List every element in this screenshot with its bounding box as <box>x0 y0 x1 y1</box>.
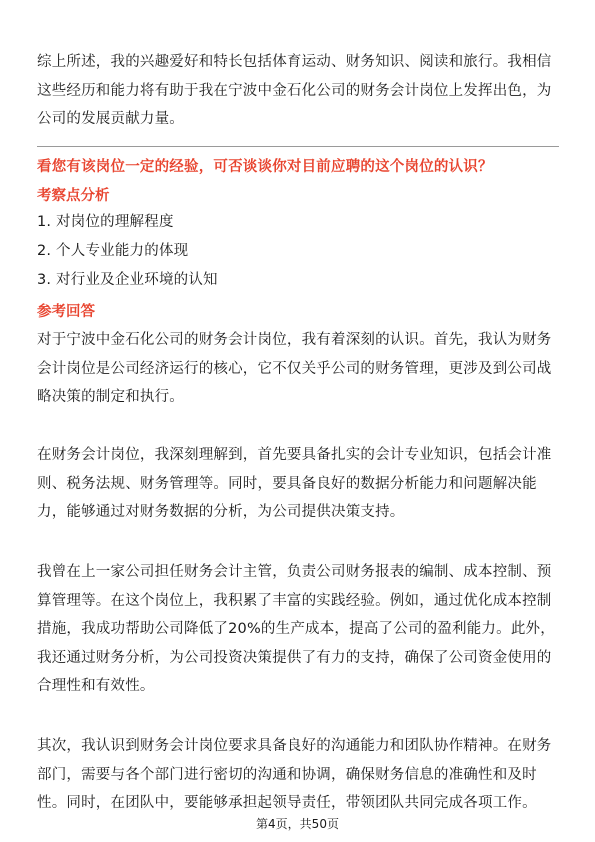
interview-question: 看您有该岗位一定的经验，可否谈谈你对目前应聘的这个岗位的认识？ <box>37 159 493 175</box>
analysis-heading: 考察点分析 <box>37 188 110 204</box>
intro-paragraph: 综上所述，我的兴趣爱好和特长包括体育运动、财务知识、阅读和旅行。我相信这些经历和能力将有助于我在宁波中金石化公司的财务会计岗位上发挥出色，为公司的发展贡献力量。 <box>37 54 552 127</box>
answer-paragraph: 对于宁波中金石化公司的财务会计岗位，我有着深刻的认识。首先，我认为财务会计岗位是公司经济运行的核心，它不仅关乎公司的财务管理，更涉及到公司战略决策的制定和执行。 <box>37 332 552 405</box>
answer-paragraph: 在财务会计岗位，我深刻理解到，首先要具备扎实的会计专业知识，包括会计准则、税务法规、财务管理等。同时，要具备良好的数据分析能力和问题解决能力，能够通过对财务数据的分析，为公司提供决策支持。 <box>37 447 552 520</box>
analysis-item: 3. 对行业及企业环境的认知 <box>37 272 218 288</box>
answer-heading: 参考回答 <box>37 304 95 320</box>
analysis-item: 2. 个人专业能力的体现 <box>37 243 189 259</box>
section-divider <box>37 146 559 147</box>
page-footer: 第4页，共50页 <box>256 817 339 831</box>
analysis-item: 1. 对岗位的理解程度 <box>37 214 174 230</box>
answer-paragraph: 其次，我认识到财务会计岗位要求具备良好的沟通能力和团队协作精神。在财务部门，需要与各个部门进行密切的沟通和协调，确保财务信息的准确性和及时性。同时，在团队中，要能够承担起领导责任，带领团队共同完成各项工作。 <box>37 738 552 811</box>
answer-paragraph: 我曾在上一家公司担任财务会计主管，负责公司财务报表的编制、成本控制、预算管理等。在这个岗位上，我积累了丰富的实践经验。例如，通过优化成本控制措施，我成功帮助公司降低了20%的生产成本，提高了公司的盈利能力。此外，我还通过财务分析，为公司投资决策提供了有力的支持，确保了公司资金使用的合理性和有效性。 <box>37 564 555 694</box>
